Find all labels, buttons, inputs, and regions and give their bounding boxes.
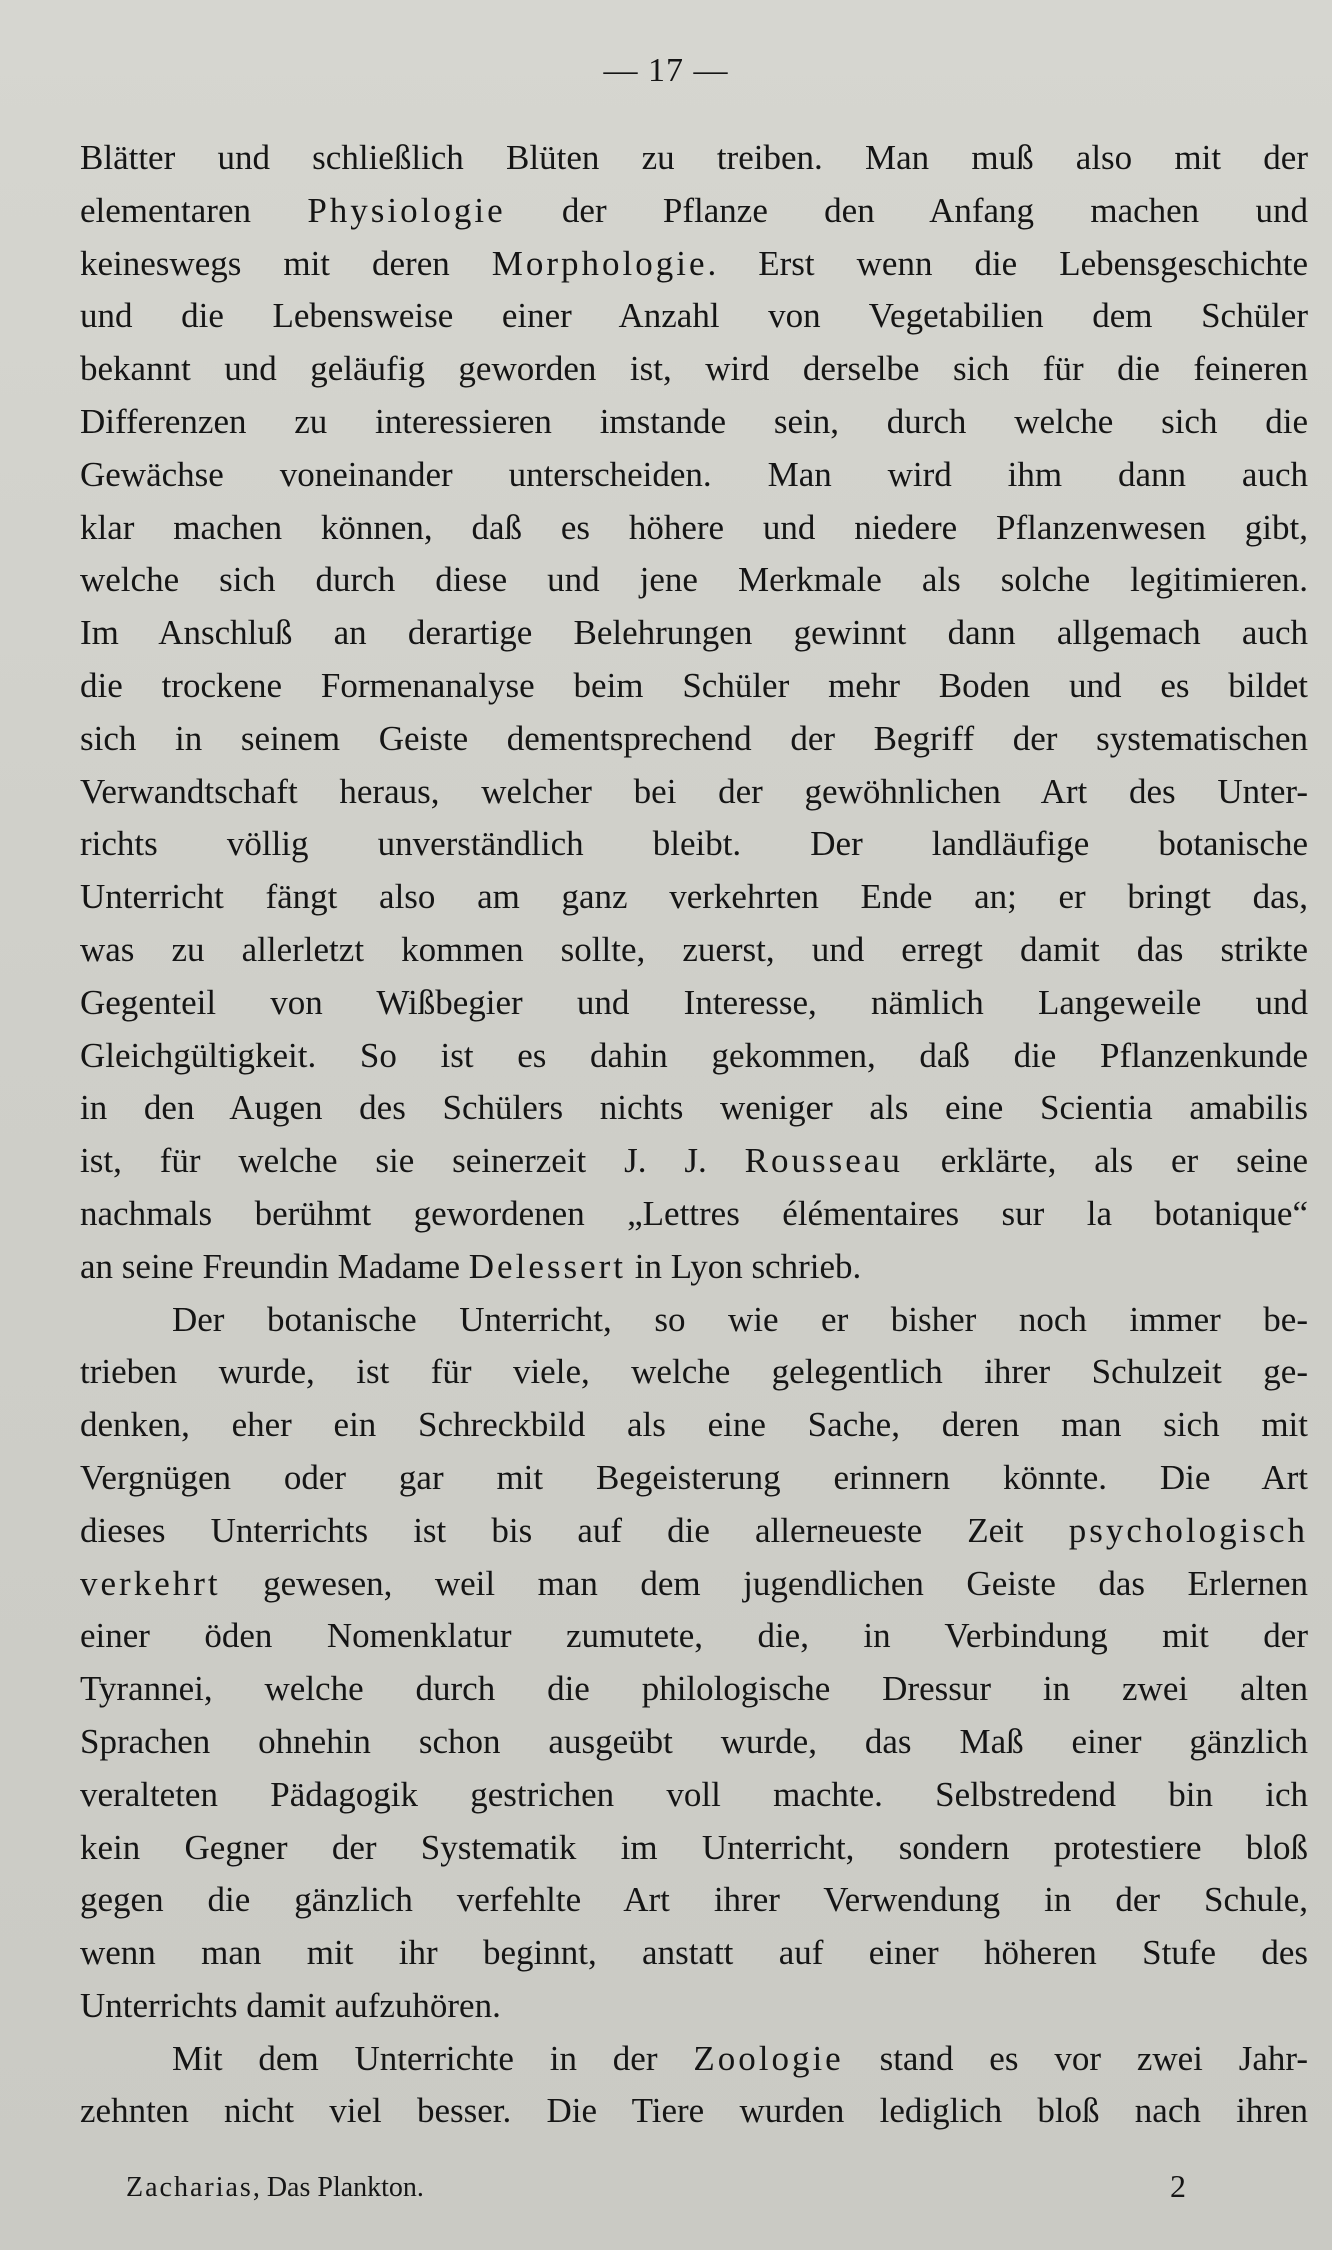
text-line [80,1188,1308,1241]
text-line [80,1716,1308,1769]
text-segment: was zu allerletzt kommen sollte, zuerst, und erregt damit das strikte [80,929,1308,969]
text-segment: an seine Freundin Madame [80,1246,469,1286]
text-segment: sich in seinem Geiste dementsprechend der Begriff der systematischen [80,718,1308,758]
text-line [80,1980,1308,2033]
text-line [80,818,1308,871]
text-line [80,1030,1308,1083]
text-line [80,871,1308,924]
text-line [80,766,1308,819]
text-segment: Gegenteil von Wißbegier und Interesse, nämlich Langeweile und [80,982,1308,1022]
text-segment: Gleichgültigkeit. So ist es dahin gekommen, daß die Pflanzenkunde [80,1035,1308,1075]
text-line [80,1874,1308,1927]
spaced-emphasis: psychologisch [1068,1510,1308,1550]
text-line [80,1452,1308,1505]
text-line [80,290,1308,343]
text-segment: keineswegs mit deren [80,243,492,283]
text-segment: erklärte, als er seine [902,1141,1308,1181]
text-segment: trieben wurde, ist für viele, welche gelegentlich ihrer Schulzeit ge- [80,1352,1308,1392]
text-segment: stand es vor zwei Jahr- [843,2038,1309,2078]
text-line [80,660,1308,713]
text-line [80,713,1308,766]
text-segment: zehnten nicht viel besser. Die Tiere wurden lediglich bloß nach ihren [80,2091,1308,2131]
text-segment: veralteten Pädagogik gestrichen voll machte. Selbstredend bin ich [80,1774,1308,1814]
text-segment: Blätter und schließlich Blüten zu treiben. Man muß also mit der [80,138,1308,177]
signature-mark: 2 [1170,2168,1186,2204]
text-segment: Mit dem Unterrichte in der [172,2038,694,2078]
text-segment: elementaren [80,190,308,230]
text-line [80,343,1308,396]
text-line [80,2033,1308,2086]
text-line [80,1822,1308,1875]
text-line [80,1663,1308,1716]
text-line [80,2085,1308,2138]
spaced-emphasis: verkehrt [80,1563,221,1603]
body-text [80,132,1308,2138]
text-segment: denken, eher ein Schreckbild als eine Sache, deren man sich mit [80,1405,1308,1445]
spaced-emphasis: Delessert [468,1246,627,1286]
spaced-emphasis: Physiologie [307,190,506,230]
text-segment: Unterrichts damit aufzuhören. [80,1985,501,2025]
text-segment: Differenzen zu interessieren imstande sein, durch welche sich die [80,401,1308,441]
text-line [80,1294,1308,1347]
text-line [80,1505,1308,1558]
text-line [80,1241,1308,1294]
text-segment: wenn man mit ihr beginnt, anstatt auf einer höheren Stufe des [80,1933,1308,1973]
text-segment: Vergnügen oder gar mit Begeisterung erinnern könnte. Die Art [80,1457,1308,1497]
text-line [80,607,1308,660]
text-line [80,1610,1308,1663]
text-segment: dieses Unterrichts ist bis auf die allerneueste Zeit [80,1510,1069,1550]
text-line [80,1558,1308,1611]
text-line [80,132,1308,185]
text-segment: Unterricht fängt also am ganz verkehrten Ende an; er bringt das, [80,877,1308,917]
text-segment: und die Lebensweise einer Anzahl von Vegetabilien dem Schüler [80,296,1308,336]
spaced-emphasis: Rousseau [744,1141,903,1181]
text-line [80,502,1308,555]
text-line [80,554,1308,607]
text-line [80,449,1308,502]
page-footer [126,2168,1186,2204]
text-segment: Gewächse voneinander unterscheiden. Man wird ihm dann auch [80,454,1308,494]
text-line [80,238,1308,291]
text-segment: welche sich durch diese und jene Merkmale als solche legitimieren. [80,560,1308,600]
text-line [80,1769,1308,1822]
text-segment: richts völlig unverständlich bleibt. Der landläufige botanische [80,824,1308,864]
text-line [80,1399,1308,1452]
text-line [80,396,1308,449]
text-line [80,1082,1308,1135]
text-segment: in Lyon schrieb. [626,1246,862,1286]
text-segment: gewesen, weil man dem jugendlichen Geiste das Erlernen [220,1563,1308,1603]
text-segment: ist, für welche sie seinerzeit J. J. [80,1141,745,1181]
text-segment: die trockene Formenanalyse beim Schüler mehr Boden und es bildet [80,665,1308,705]
text-line [80,1135,1308,1188]
text-segment: gegen die gänzlich verfehlte Art ihrer Verwendung in der Schule, [80,1880,1308,1920]
text-segment: Verwandtschaft heraus, welcher bei der gewöhnlichen Art des Unter- [80,771,1308,811]
text-segment: der Pflanze den Anfang machen und [505,190,1308,230]
text-line [80,924,1308,977]
text-segment: bekannt und geläufig geworden ist, wird derselbe sich für die feineren [80,349,1308,389]
text-line [80,1346,1308,1399]
text-line [80,1927,1308,1980]
text-segment: nachmals berühmt gewordenen „Lettres élémentaires sur la botanique“ [80,1193,1308,1233]
footer-author: Zacharias [126,2172,253,2203]
text-segment: Sprachen ohnehin schon ausgeübt wurde, das Maß einer gänzlich [80,1721,1308,1761]
text-segment: in den Augen des Schülers nichts weniger als eine Scientia amabilis [80,1088,1308,1128]
text-segment: . Erst wenn die Lebensgeschichte [707,243,1308,283]
spaced-emphasis: Zoologie [693,2038,844,2078]
text-line [80,185,1308,238]
text-segment: klar machen können, daß es höhere und niedere Pflanzenwesen gibt, [80,507,1308,547]
spaced-emphasis: Morphologie [491,243,708,283]
text-segment: Im Anschluß an derartige Belehrungen gewinnt dann allgemach auch [80,613,1308,653]
text-line [80,977,1308,1030]
text-segment: kein Gegner der Systematik im Unterricht, sondern protestiere bloß [80,1827,1308,1867]
text-segment: Tyrannei, welche durch die philologische Dressur in zwei alten [80,1669,1308,1709]
page-number: — 17 — [603,52,729,89]
footer-title: , Das Plankton. [252,2172,424,2203]
text-segment: Der botanische Unterricht, so wie er bisher noch immer be- [172,1299,1308,1339]
text-segment: einer öden Nomenklatur zumutete, die, in Verbindung mit der [80,1616,1308,1656]
